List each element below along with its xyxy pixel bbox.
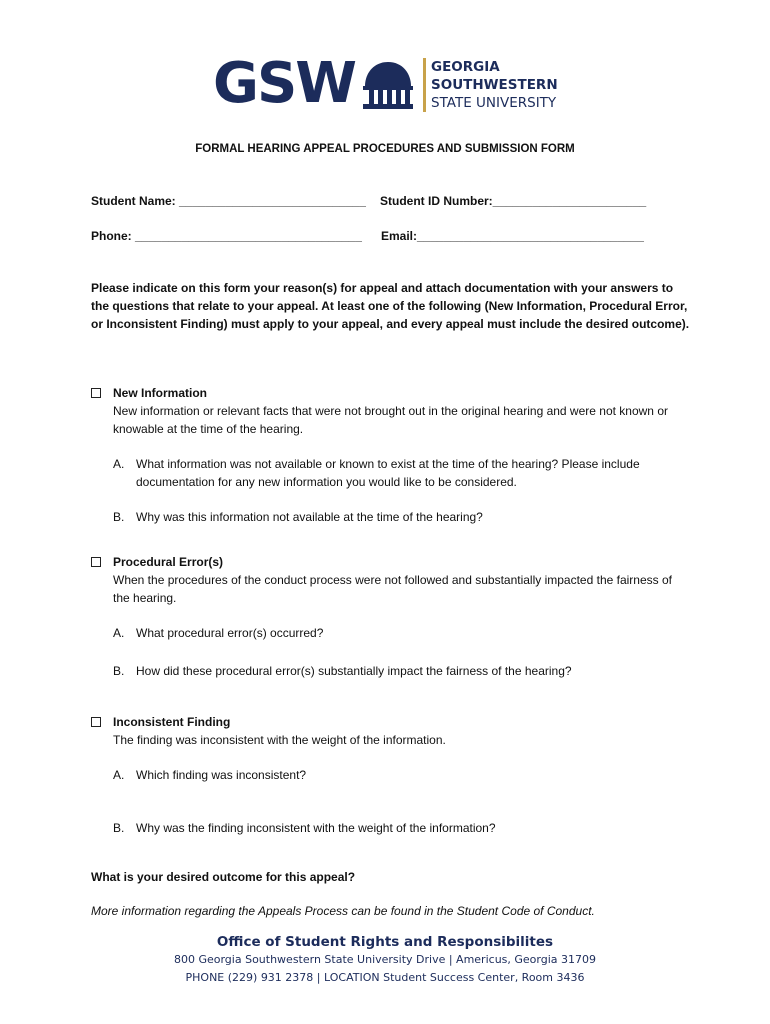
footer-office-name: Office of Student Rights and Responsibilites [216,934,554,950]
section-description: The finding was inconsistent with the weight of the information. [113,733,446,747]
footer-address: 800 Georgia Southwestern State University Drive | Americus, Georgia 31709 [173,953,597,966]
logo-divider [423,58,426,112]
question-text: Which finding was inconsistent? [136,768,307,782]
question-letter: A. [113,768,125,782]
question-text: What procedural error(s) occurred? [136,626,324,640]
logo-letters: GSW [213,51,356,116]
section-description: When the procedures of the conduct process were not followed and substantially impacted the fairness of the hearing. [113,573,672,605]
logo-line-1: GEORGIA [431,59,500,75]
section-heading-inconsistent-finding: Inconsistent Finding [113,715,231,729]
question-letter: B. [113,510,125,524]
question-text: Why was this information not available at the time of the hearing? [136,510,483,524]
checkbox-new-information[interactable] [91,388,101,398]
question-text: Why was the finding inconsistent with the weight of the information? [136,821,496,835]
university-name [431,58,558,112]
student-name-field[interactable]: Student Name: ____________________________ [91,194,366,208]
checkbox-procedural-errors[interactable] [91,557,101,567]
question-letter: B. [113,821,125,835]
form-title: FORMAL HEARING APPEAL PROCEDURES AND SUBMISSION FORM [195,143,575,155]
section-heading-procedural-errors: Procedural Error(s) [113,555,224,569]
section-description: New information or relevant facts that were not brought out in the original hearing and were not known or knowable at the time of the hearing. [113,404,668,436]
email-field[interactable]: Email:__________________________________ [381,229,644,243]
checkbox-inconsistent-finding[interactable] [91,717,101,727]
gsw-logo [213,51,558,116]
question-letter: B. [113,664,125,678]
desired-outcome-question: What is your desired outcome for this appeal? [91,870,356,884]
building-icon [361,60,415,110]
question-letter: A. [113,626,125,640]
student-id-field[interactable]: Student ID Number:_______________________ [380,194,647,208]
question-text: How did these procedural error(s) substantially impact the fairness of the hearing? [136,664,572,678]
logo-line-2: SOUTHWESTERN [431,77,558,93]
phone-field[interactable]: Phone: __________________________________ [91,229,362,243]
question-letter: A. [113,457,125,471]
instructions-paragraph: Please indicate on this form your reason(s) for appeal and attach documentation with your answers to the questions that relate to your appeal. At least one of the following (New Information, Procedural Error, or Inconsistent Finding) must apply to your appeal, and every appeal must include the desired outcome). [91,281,690,331]
footer-contact: PHONE (229) 931 2378 | LOCATION Student Success Center, Room 3436 [185,971,585,984]
logo-line-3: STATE UNIVERSITY [431,95,557,111]
section-heading-new-information: New Information [113,386,208,400]
more-info-note: More information regarding the Appeals Process can be found in the Student Code of Conduct. [91,904,595,918]
question-text: What information was not available or known to exist at the time of the hearing? Please include documentation for any new information you would like to be considered. [136,457,640,489]
